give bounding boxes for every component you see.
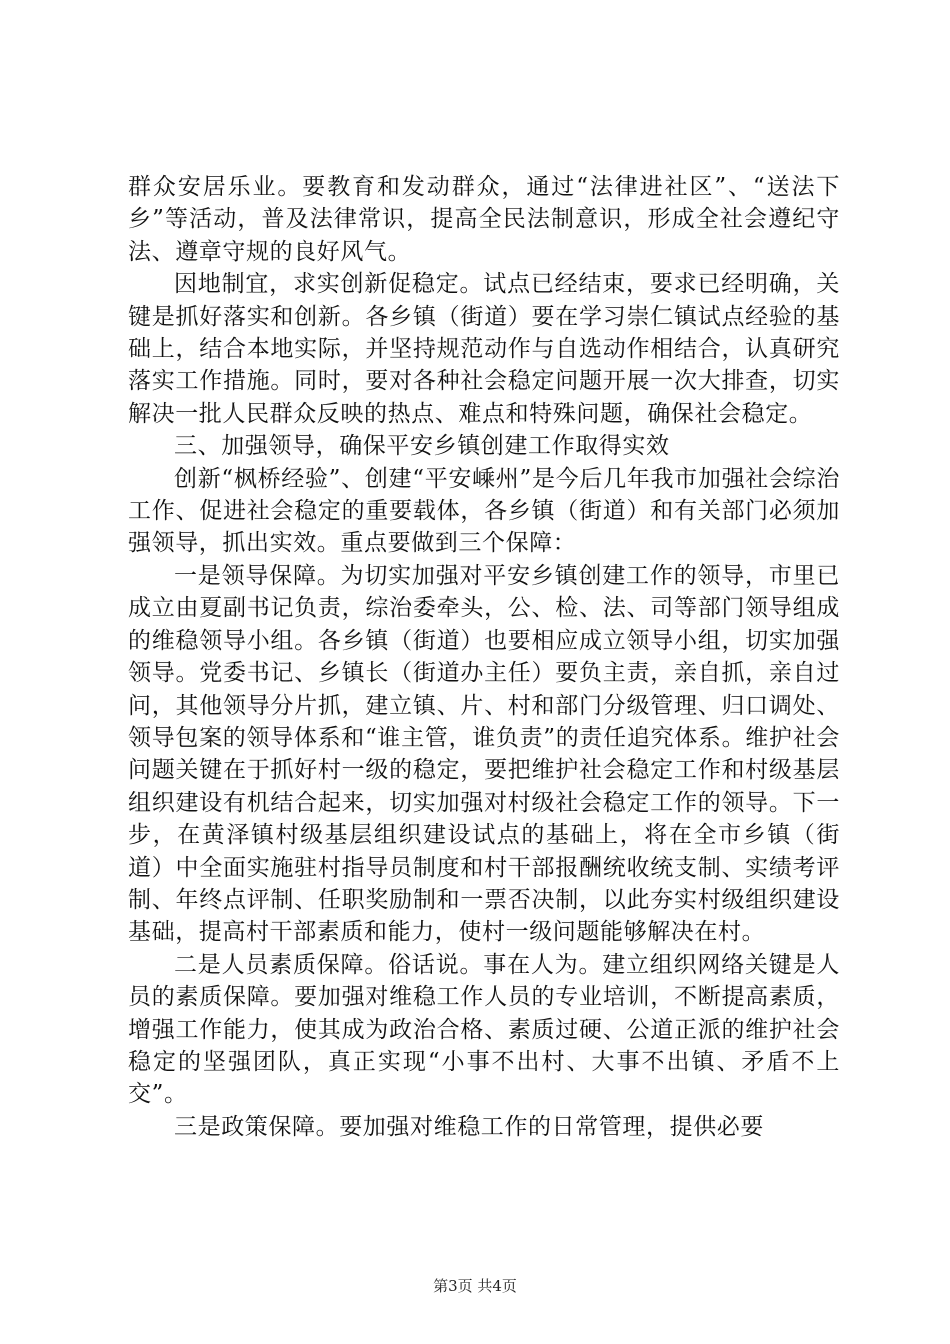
paragraph-2: 因地制宜，求实创新促稳定。试点已经结束，要求已经明确，关键是抓好落实和创新。各乡镇（街道）要在学习崇仁镇试点经验的基础上，结合本地实际，并坚持规范动作与自选动作相结合，认真研究落实工作措施。同时，要对各种社会稳定问题开展一次大排查，切实解决一批人民群众反映的热点、难点和特殊问题，确保社会稳定。 xyxy=(128,271,840,427)
paragraph-1: 群众安居乐业。要教育和发动群众，通过“法律进社区”、“送法下乡”等活动，普及法律常识，提高全民法制意识，形成全社会遵纪守法、遵章守规的良好风气。 xyxy=(128,174,840,265)
page-footer: 第3页 共4页 xyxy=(433,1277,517,1295)
paragraph-7: 三是政策保障。要加强对维稳工作的日常管理，提供必要 xyxy=(174,1113,764,1140)
section-heading-3: 三、加强领导，确保平安乡镇创建工作取得实效 xyxy=(174,433,670,460)
paragraph-4: 创新“枫桥经验”、创建“平安嵊州”是今后几年我市加强社会综治工作、促进社会稳定的重要载体，各乡镇（街道）和有关部门必须加强领导，抓出实效。重点要做到三个保障： xyxy=(128,465,840,557)
paragraph-6: 二是人员素质保障。俗话说。事在人为。建立组织网络关键是人员的素质保障。要加强对维稳工作人员的专业培训，不断提高素质，增强工作能力，使其成为政治合格、素质过硬、公道正派的维护社会稳定的坚强团队，真正实现“小事不出村、大事不出镇、矛盾不上交”。 xyxy=(128,951,840,1108)
document-body xyxy=(128,171,840,1143)
paragraph-5: 一是领导保障。为切实加强对平安乡镇创建工作的领导，市里已成立由夏副书记负责，综治委牵头，公、检、法、司等部门领导组成的维稳领导小组。各乡镇（街道）也要相应成立领导小组，切实加强领导。党委书记、乡镇长（街道办主任）要负主责，亲自抓，亲自过问，其他领导分片抓，建立镇、片、村和部门分级管理、归口调处、领导包案的领导体系和“谁主管，谁负责”的责任追究体系。维护社会问题关键在于抓好村一级的稳定，要把维护社会稳定工作和村级基层组织建设有机结合起来，切实加强对村级社会稳定工作的领导。下一步，在黄泽镇村级基层组织建设试点的基础上，将在全市乡镇（街道）中全面实施驻村指导员制度和村干部报酬统收统支制、实绩考评制、年终点评制、任职奖励制和一票否决制，以此夯实村级组织建设基础，提高村干部素质和能力，使村一级问题能够解决在村。 xyxy=(128,562,840,946)
